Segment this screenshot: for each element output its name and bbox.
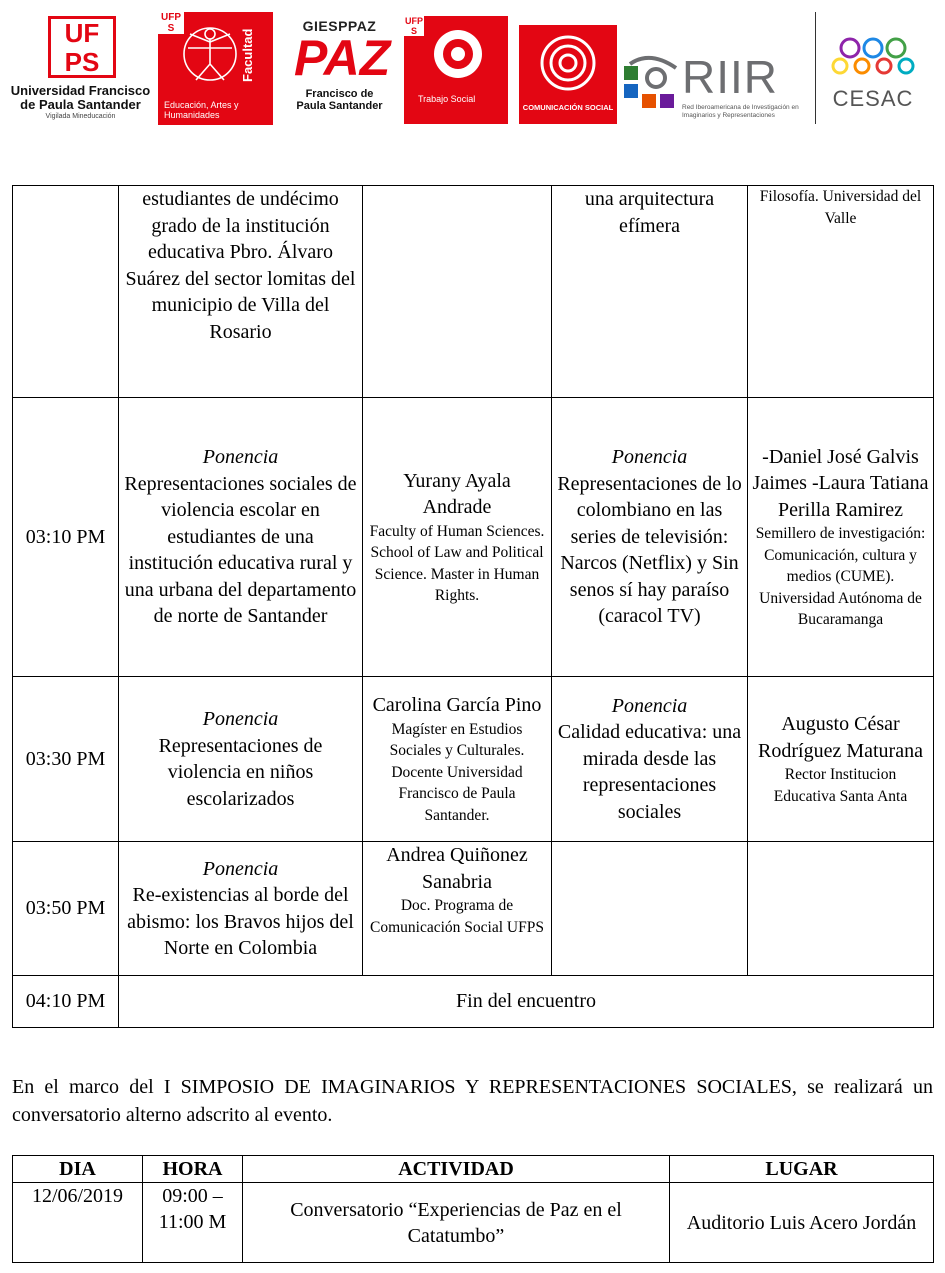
speaker-name: Carolina García Pino — [372, 694, 542, 716]
giesppaz-logo-mark: GIESPPAZ — [302, 18, 377, 34]
talk-title: Calidad educativa: una mirada desde las representaciones sociales — [557, 721, 742, 823]
conversatorio-intro-paragraph: En el marco del I SIMPOSIO DE IMAGINARIOS Y REPRESENTACIONES SOCIALES, se realizará un conversatorio alterno adscrito al evento. — [12, 1076, 933, 1126]
speaker-affiliation: Doc. Programa de Comunicación Social UFPS — [370, 897, 544, 936]
talk-title: Re-existencias al borde del abismo: los Bravos hijos del Norte en Colombia — [127, 884, 354, 959]
ufps-logo-mark: UFPS — [48, 16, 116, 78]
speaker-affiliation: Faculty of Human Sciences. School of Law and Political Science. Master in Human Rights. — [369, 522, 545, 604]
time-cell: 03:30 PM — [13, 677, 119, 842]
table-row — [13, 842, 934, 976]
talk-type: Ponencia — [202, 857, 279, 880]
giesppaz-logo-caption: Francisco de Paula Santander — [296, 88, 383, 112]
comunicacion-social-emblem-icon — [536, 31, 600, 95]
speaker-cell — [363, 842, 552, 976]
dia-cell: 12/06/2019 — [13, 1183, 143, 1263]
table-row-end — [13, 976, 934, 1028]
speaker-cell — [748, 842, 934, 976]
header-dia: DIA — [13, 1156, 143, 1183]
speaker-cell — [363, 677, 552, 842]
trabajo-social-logo — [404, 16, 508, 124]
facultad-logo-mark: UFPS — [158, 12, 184, 34]
speaker-cell — [363, 186, 552, 398]
riir-logo-mark: RIIR — [682, 51, 778, 103]
hora-cell: 09:00 – 11:00 M — [143, 1183, 243, 1263]
talk-cell — [552, 677, 748, 842]
riir-eye-icon — [620, 54, 680, 120]
cesac-rings-icon — [828, 28, 918, 82]
talk-title: estudiantes de undécimo grado de la institución educativa Pbro. Álvaro Suárez del sector lomitas del municipio de Villa del Rosario — [125, 188, 356, 343]
table-row — [13, 186, 934, 398]
time-cell — [13, 186, 119, 398]
talk-cell — [119, 677, 363, 842]
cesac-logo-mark: CESAC — [832, 86, 914, 111]
speaker-cell — [363, 398, 552, 677]
speaker-affiliation: Filosofía. Universidad del Valle — [759, 188, 922, 227]
facultad-logo-vertical: Facultad — [240, 28, 255, 82]
time-cell: 03:50 PM — [13, 842, 119, 976]
header-actividad: ACTIVIDAD — [243, 1156, 670, 1183]
header-hora: HORA — [143, 1156, 243, 1183]
facultad-logo — [158, 12, 273, 125]
talk-cell — [119, 186, 363, 398]
header-lugar: LUGAR — [670, 1156, 934, 1183]
table-header-row — [13, 1156, 934, 1183]
trabajo-social-logo-caption: Trabajo Social — [418, 94, 476, 104]
talk-title: Representaciones sociales de violencia escolar en estudiantes de una institución educativa rural y una urbana del departamento de norte de Santander — [124, 472, 357, 628]
talk-title: una arquitectura efímera — [584, 188, 715, 237]
ufps-logo-caption: Universidad Francisco de Paula Santander — [10, 83, 151, 112]
speaker-name: Augusto César Rodríguez Maturana — [758, 713, 923, 762]
talk-cell — [552, 186, 748, 398]
table-row — [13, 1183, 934, 1263]
speaker-affiliation: Rector Institucion Educativa Santa Anta — [773, 766, 908, 805]
facultad-logo-caption: Educación, Artes y Humanidades — [164, 100, 239, 120]
actividad-cell: Conversatorio “Experiencias de Paz en el Catatumbo” — [243, 1183, 670, 1263]
giesppaz-logo-big: PAZ — [294, 30, 391, 86]
speaker-name: Yurany Ayala Andrade — [403, 469, 511, 518]
talk-type: Ponencia — [611, 446, 688, 469]
riir-logo — [620, 48, 812, 128]
schedule-table — [12, 185, 934, 1028]
table-row — [13, 398, 934, 677]
speaker-cell — [748, 398, 934, 677]
vitruvian-figure-icon — [180, 20, 240, 86]
comunicacion-social-logo-caption: COMUNICACIÓN SOCIAL — [522, 103, 614, 112]
end-of-event-cell: Fin del encuentro — [119, 976, 934, 1028]
table-row — [13, 677, 934, 842]
lugar-cell: Auditorio Luis Acero Jordán — [670, 1183, 934, 1263]
ufps-logo-sub: Vigilada Mineducación — [45, 113, 116, 120]
talk-type: Ponencia — [611, 694, 688, 717]
time-cell: 04:10 PM — [13, 976, 119, 1028]
conversatorio-table — [12, 1155, 934, 1263]
ufps-logo — [8, 14, 153, 126]
talk-cell — [119, 398, 363, 677]
talk-cell — [552, 398, 748, 677]
talk-type: Ponencia — [202, 446, 279, 469]
speaker-name: -Daniel José Galvis Jaimes -Laura Tatiana Perilla Ramirez — [752, 445, 929, 521]
speaker-cell — [748, 186, 934, 398]
giesppaz-logo — [292, 18, 391, 124]
trabajo-social-logo-mark: UFPS — [405, 16, 423, 36]
talk-type: Ponencia — [202, 708, 279, 730]
logo-divider — [815, 12, 816, 124]
speaker-cell — [748, 677, 934, 842]
speaker-name: Andrea Quiñonez Sanabria — [386, 844, 528, 893]
talk-title: Representaciones de violencia en niños escolarizados — [158, 734, 323, 810]
logo-header — [0, 0, 945, 140]
cesac-logo — [826, 26, 920, 114]
trabajo-social-emblem-icon — [428, 24, 488, 84]
speaker-affiliation: Magíster en Estudios Sociales y Culturales. Docente Universidad Francisco de Paula Santander. — [389, 720, 525, 824]
talk-cell — [552, 842, 748, 976]
comunicacion-social-logo — [519, 25, 617, 124]
talk-cell — [119, 842, 363, 976]
riir-logo-caption: Red Iberoamericana de Investigación en Imaginarios y Representaciones — [682, 104, 799, 119]
time-cell: 03:10 PM — [13, 398, 119, 677]
speaker-affiliation: Semillero de investigación: Comunicación, cultura y medios (CUME). Universidad Autónoma de Bucaramanga — [755, 525, 926, 628]
talk-title: Representaciones de lo colombiano en las series de televisión: Narcos (Netflix) y Sin senos sí hay paraíso (caracol TV) — [557, 472, 742, 628]
